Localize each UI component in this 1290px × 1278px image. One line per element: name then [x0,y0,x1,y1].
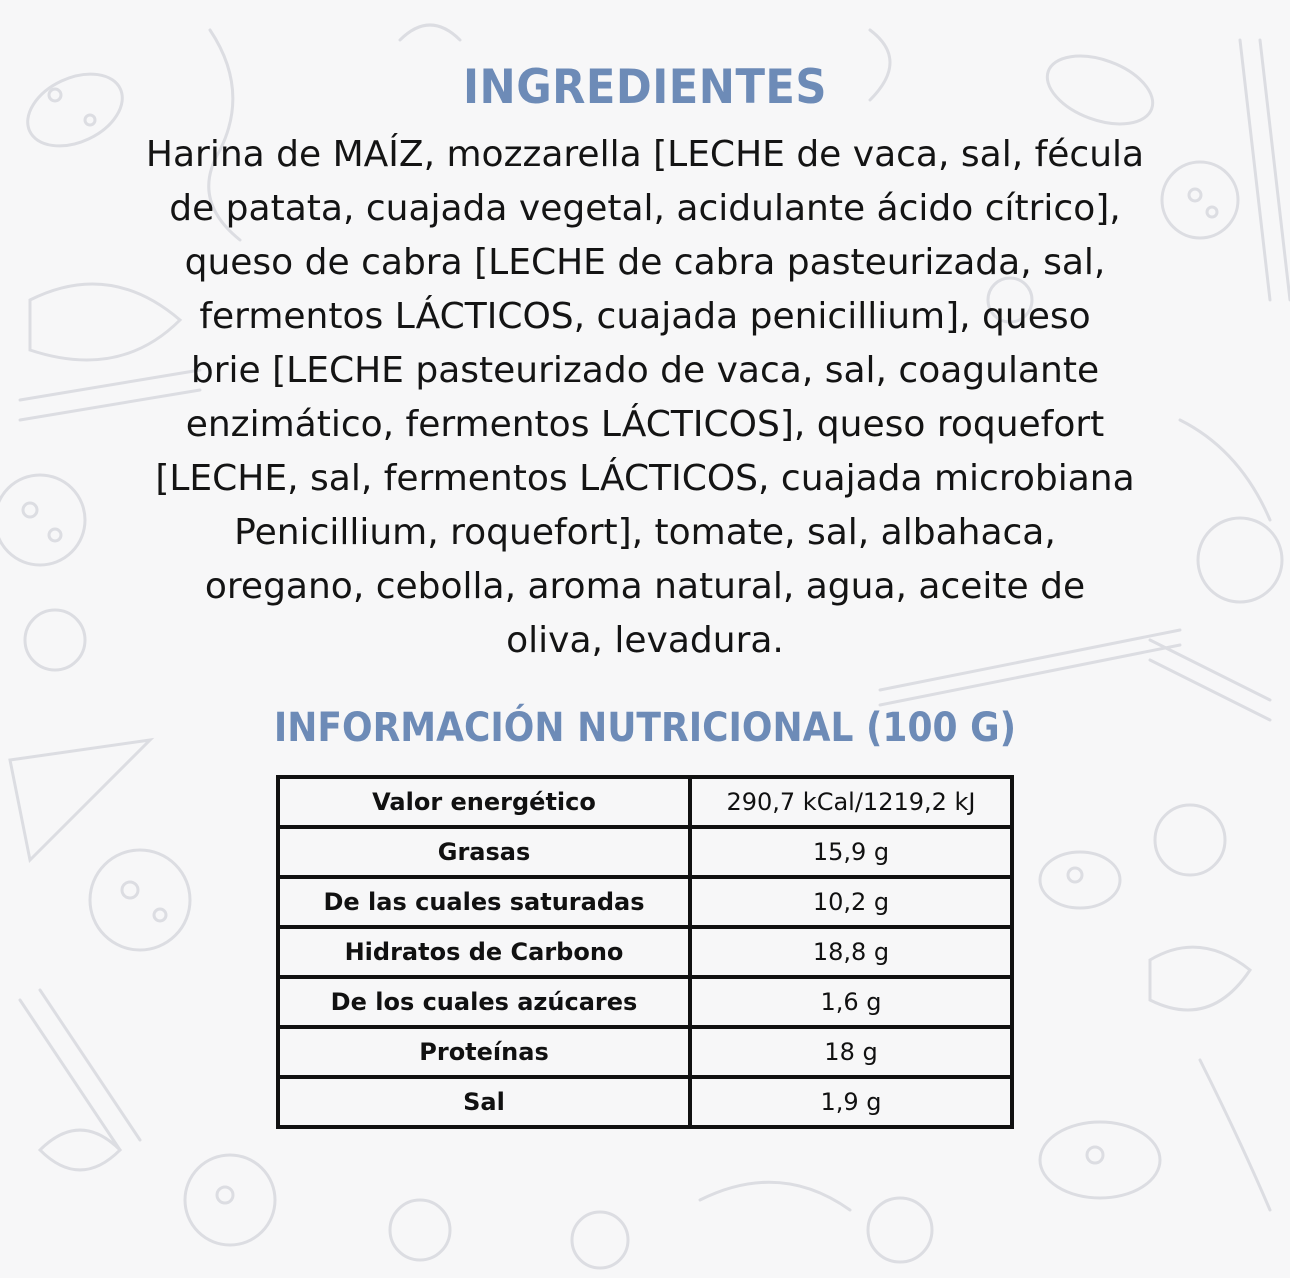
nutrient-value: 290,7 kCal/1219,2 kJ [690,777,1012,827]
nutrient-value: 15,9 g [690,827,1012,877]
nutrient-value: 1,6 g [690,977,1012,1027]
nutrient-label: Sal [278,1077,690,1127]
nutrient-label: De las cuales saturadas [278,877,690,927]
table-row [278,827,1012,877]
nutrient-label: Grasas [278,827,690,877]
table-row [278,927,1012,977]
nutrient-value: 18 g [690,1027,1012,1077]
nutrition-title: INFORMACIÓN NUTRICIONAL (100 G) [273,705,1017,751]
ingredients-text [110,128,1180,668]
nutrient-label: De los cuales azúcares [278,977,690,1027]
table-row [278,977,1012,1027]
nutrient-value: 1,9 g [690,1077,1012,1127]
ingredients-line: [LECHE, sal, fermentos LÁCTICOS, cuajada microbiana [155,458,1135,499]
table-row [278,877,1012,927]
nutrient-label: Hidratos de Carbono [278,927,690,977]
ingredients-line: queso de cabra [LECHE de cabra pasteurizada, sal, [184,242,1106,283]
ingredients-line: Penicillium, roquefort], tomate, sal, albahaca, [234,512,1056,553]
nutrient-label: Valor energético [278,777,690,827]
ingredients-line: Harina de MAÍZ, mozzarella [LECHE de vaca, sal, fécula [145,134,1145,175]
ingredients-line: oregano, cebolla, aroma natural, agua, aceite de [204,566,1086,607]
ingredients-line: de patata, cuajada vegetal, acidulante ácido cítrico], [169,188,1121,229]
nutrient-value: 18,8 g [690,927,1012,977]
ingredients-title: INGREDIENTES [462,60,828,115]
ingredients-line: fermentos LÁCTICOS, cuajada penicillium], queso [199,296,1091,337]
nutrition-table [276,775,1014,1129]
table-row [278,1027,1012,1077]
nutrient-label: Proteínas [278,1027,690,1077]
table-row [278,1077,1012,1127]
ingredients-line: oliva, levadura. [506,620,784,661]
ingredients-line: brie [LECHE pasteurizado de vaca, sal, coagulante [190,350,1100,391]
table-row [278,777,1012,827]
ingredients-line: enzimático, fermentos LÁCTICOS], queso roquefort [185,404,1105,445]
nutrient-value: 10,2 g [690,877,1012,927]
